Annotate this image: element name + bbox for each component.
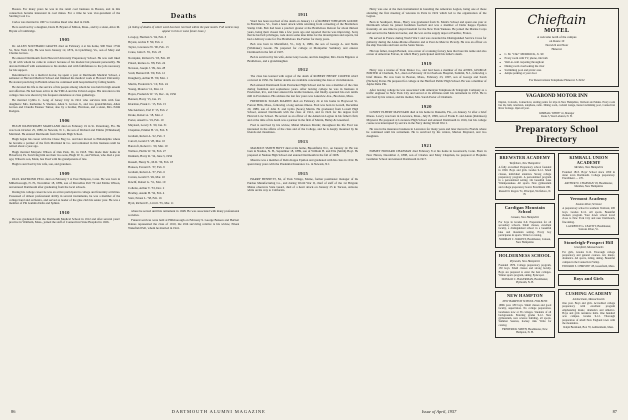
school-signature: Russell D. Rogers '31, Principal, Wolfeboro, N. H. xyxy=(498,190,552,197)
death-entry: Maynard, Lowry E. '20, Jan. 31 xyxy=(128,123,167,128)
death-entry: Pinard, Romeo G. '08, Feb. 24 xyxy=(128,60,166,65)
deaths-intro: (A listing of deaths of which word has been received within the past month. Full notices may appear in this or some future issue.) xyxy=(128,24,240,33)
ad-school[interactable] xyxy=(495,203,556,248)
divider xyxy=(495,147,620,150)
school-name: NEW HAMPTON xyxy=(506,292,543,298)
paragraph: He is survived by a daughter, Doris B. Bryant of Milton, Mass., and by a sister, Alice M. Bryant of Cambridge. xyxy=(9,24,121,33)
paragraph: Word has been received of the death on January 11 of ROBERT WHEATON GOODE, in Brattleboro, Vt., from a heart attack while returning from a meeting of the Brattleboro Stamp Club. Bob had been a precinct greeter at the Brattleboro Retreat for about thirteen years, being their closest link a few years ago and reported that he was improving. Sorry that he had left privileges, rode down some nine miles for the investigation and reports, but had a delivery route for five Brattleboro Re-Former for many years. xyxy=(247,18,359,42)
school-location: Saxtons River, Vermont xyxy=(575,203,602,207)
school-copy: For girls, Grades 9-12. Thorough college preparatory and general courses. Art, music, dramatics. All sports, riding, skiing. Beautiful campus in the Connecticut Valley. xyxy=(562,250,616,264)
death-entry: Martin, Frederick S. '10, Feb. 24 xyxy=(128,81,168,86)
death-entry: Daugherty, Arthur H. '09, Mar. 1 xyxy=(128,76,168,81)
paragraph: Maurice was a member of Delta Kappa Epsilon and graduated with his class in 1912. He spent many years with the Prudential Insurance Co. in Newark, N.J. xyxy=(247,158,359,166)
school-signature: LAURENCE G. LEAVITT, Headmaster, Saxtons River, Vt. xyxy=(566,224,612,232)
ad-school[interactable] xyxy=(558,238,619,272)
school-signature: ARTHUR W. CHAPMAN '18, Headmaster, Meriden, New Hampshire xyxy=(564,181,613,188)
ad-school[interactable] xyxy=(558,153,619,191)
paragraph: Bob is survived by his wife, Anna Gray Goode, and his daughter, Mrs. Doris Bigelow of Brattleboro, and a granddaughter. xyxy=(247,54,359,63)
death-entry: Hanson, Everett E. '37, Feb. 9 xyxy=(128,164,165,169)
school-name: BREWSTER ACADEMY xyxy=(499,154,551,160)
ad-school[interactable] xyxy=(558,194,619,234)
death-entry: Graham, Robert A. '22, Feb. 3 xyxy=(128,133,165,138)
death-entry: Graham, Robert A. '37, Feb. 6 xyxy=(128,170,165,175)
paragraph: His late father, Joseph Barnett, was owner of a tanning factory here that bore his name and also owner of American Falcon, in which Harry participated until his father's death. xyxy=(366,48,487,57)
paragraph: After leaving college he was associated with American Telephone & Telegraph Company as a traffic engineer in New York City and served at its affiliates until his retirement in 1953. He is survived by his widow, and his mother, Mrs. Sarah Porter of Chatham. xyxy=(366,87,487,99)
column-4 xyxy=(366,8,486,386)
ad-vagabond-motor-inn[interactable] xyxy=(495,91,620,121)
death-entry: Dunham, Harry R. '34, June 3, 1956 xyxy=(128,154,173,159)
paragraph: He was in the insurance business in Lawrence for many years and later moved to Florida where he continued until his retirement. He is survived by his widow, Marion Maynard, and two daughters. xyxy=(366,126,487,138)
school-signature: Ralph Buckland, Box 70, Ashburnham, Mass. xyxy=(563,326,614,330)
paragraph: HUGH WAINWRIGHT MARTLAND died on February 19 in St. Petersburg, Fla. He was born October 25, 1886, in Newark, N. J., the son of Richard and Emma (Whitehead) Martland. He entered Dartmouth from Newark High School. xyxy=(9,124,121,136)
death-entry: Taylor, Lawrence W. '00, Feb. 13 xyxy=(128,45,169,50)
motel-script-logo: Chieftain xyxy=(527,13,587,28)
death-entry: Hayes, Frederick W. '13, Dec. 14, 1956 xyxy=(128,91,177,96)
paragraph: Dr. ALLEN SOUTHARD GRAVES died on February 4 at his home, 900 West 175th St., New York City. He was born January 12, 1874, in Lynchburg, Va., son of Mary and Charles Graves. xyxy=(9,43,121,56)
year-heading: 1919 xyxy=(421,60,432,66)
motel-feature-list xyxy=(500,53,615,77)
school-name: Cardigan Mountain School xyxy=(504,204,545,215)
divider xyxy=(142,22,225,23)
death-entry: Starr, Ernest L. '58, Feb. 16 xyxy=(128,196,162,201)
death-entry: Scull, Bernard M. '09, Feb. 12 xyxy=(128,71,166,76)
paragraph: Born in Southport, Mass., Harry was graduated from St. Mark's School and spent one year at Dartmouth where he joined freshman football and was a member of Delta Kappa Epsilon fraternity. At one time he played baseball for the New York Yankees. He joined the Marine Corps and served in the Mexican border, and the war on the supply depot at Pauillac, France. xyxy=(366,19,487,35)
paragraph: where he served until his retirement in 1948. He was associated with many professional societies. xyxy=(128,209,240,218)
paragraph: FREDERICK SOARS MARTIN died on February 24 at his home in Haywood St., Forrest Hills, Mass., following a long serious illness. Fred was born in Lowell, December 20, 1889, son of John E. and Lydia (Soars) Martin. He graduated from Lowell High School, entered Dartmouth with the class of 1912, and in 1924 for his degree from Harvard Law School. He served as an officer of the American Legion in his father's firm, and at the time of his death was a partner in the firm of Martin, Bailey & Greenleaf. xyxy=(247,99,359,122)
paragraph: Bob entered Dartmouth from Pawtucket High School and he was a member of the class during freshman and sophomore years. After leaving college he was in business in Pawtucket, R.I., and later entered the textile business, and finally operated his own textile mill in Providence. His address the last few years was Lakeview Ave., Brockton, Mass. xyxy=(247,82,359,98)
school-name: Stoneleigh-Prospect Hill xyxy=(564,239,614,245)
ad-school[interactable] xyxy=(558,289,619,333)
list-item: ● Wall-to-wall carpeting throughout xyxy=(500,61,615,65)
paragraph: He was graduated from the Dartmouth Medical School in 1912 and after several years' practice in Waltham, Mass., joined the staff of Connecticut State Hospital in 1926. xyxy=(9,216,121,225)
death-entry: Bryant, Archie F. '99, Feb. 4 xyxy=(128,39,163,44)
ad-chieftain-motel[interactable] xyxy=(495,8,620,87)
page-footer xyxy=(0,394,628,420)
list-item: ● Ample parking at your door xyxy=(500,72,615,76)
year-heading: 1913 xyxy=(297,138,309,144)
ad-school[interactable] xyxy=(495,291,556,338)
column-1 xyxy=(9,8,120,386)
year-heading: 1920 xyxy=(421,103,432,109)
column-3 xyxy=(247,8,358,386)
motel-reservations: For Reservations Telephone Hanover 3-3222 xyxy=(528,78,585,83)
paragraph: He married Cyblla C. Long of Jersey City in 1912 who survives him with four daughters: Mrs. Katharine S. Shelton, Allen S. Graves Jr., and two grandchildren, Allen Graves and Claudia Eleanor Turner, also by a brother, Harrison, and a sister, Mrs. Edith Rodgers. xyxy=(9,97,121,114)
year-heading: 1910 xyxy=(59,209,70,215)
year-heading: 1906 xyxy=(59,117,70,123)
school-name: HOLDERNESS SCHOOL xyxy=(498,252,551,258)
year-heading: 1912 xyxy=(297,67,309,73)
column-5-advertisements xyxy=(495,8,620,386)
school-signature: EDWARD S. CHRISTIE '28, Greenfield, Mass. xyxy=(562,264,615,268)
school-copy: 168th year. 180 boys. Small classes and good faculty, supervision. No college preparation. Graduates now at 36 colleges. Students of all backgrounds. Entering grades 9-12. New gymnasium, new science building, all sports. Summer Session, hockey rink. Write for catalog. xyxy=(498,303,552,327)
school-signature: DONALD C. HAGERMAN, Headmaster, Plymouth, N. H. xyxy=(501,278,549,285)
school-location: Plymouth, New Hampshire xyxy=(509,259,540,263)
death-entry: Drake, Robert A. '18, Mar. 2 xyxy=(128,112,163,117)
divider xyxy=(152,207,215,208)
year-heading: 1911 xyxy=(297,12,308,17)
list-item: ● Dining room overlooking the river xyxy=(500,65,615,69)
paragraph: Hugh married Marjorie Wilson of Oak Park, Ill., in 1918. This made their home in Haverford, Pa. Surviving him are their two sons, Hugh W. Jr., and Wilson, who died a year ago; Wilson's son, Mark, has lived with his grandparents of late. xyxy=(9,149,121,161)
footer-page-number-right: 87 xyxy=(612,409,617,414)
vagabond-address: Route 5, West Lebanon, N. H. xyxy=(541,115,573,119)
vagabond-manager: KIMBALL WHITE '41, Manager xyxy=(539,112,575,116)
death-entry: Porter, Ansell G. '19, Feb. 10 xyxy=(128,118,164,122)
footer-page-number-left: 86 xyxy=(11,409,16,414)
death-entry: Curran, Gerald T. '49, Mar. 10 xyxy=(128,175,165,180)
death-entry: Carroll, Gerald T. '28, Mar. 10 xyxy=(128,138,166,143)
list-item: ● Every room with TV, phone, tile bath xyxy=(500,57,615,61)
school-name: KIMBALL UNION ACADEMY xyxy=(569,154,608,165)
death-entry: Bennett, Harry '15, Jan. 25 xyxy=(128,97,161,102)
paragraph: During his college career he was an active participant in college and fraternity activities. Possessed of almost professional ability in several instruments, he was a member of the college band and orchestra, and served as leader of the glee club his senior year. He was a member of Phi Gamma Delta and Sphinx. xyxy=(9,190,121,206)
paragraph: Harry was a trustee of York Manor Co., and had been a member of the ANSEL GEORGE PORTER of Chatham, N.J., died on February 10 in Overlook Hospital, Summit, N.J., following a brief illness. He was born in Boston, Mass., February 23, 1897, son of George and Sarah (Nichols) Porter. He prepared for college at the Hartford Public High School. He was a member of Alpha Delta Phi. xyxy=(366,67,487,87)
school-copy: A preparatory school in southern Vermont, 200 boys. Grades 9-12. All sports. Beautiful modern program. Your down school loved close to New York City and near Dartmouth, fine skiing. xyxy=(562,207,616,224)
paragraph: Carlos was married in 1907 to Caroline Read who died in 1949. xyxy=(12,19,90,24)
death-entry: Newson, Joseph J. '09, Jan. 28 xyxy=(128,65,166,70)
vagabond-title: VAGABOND MOTOR INN xyxy=(525,93,588,100)
school-copy: For boys in Grades 6-9. Preparation for all secondary schools. Small classes, excellent faculty, a distinguished school in a beautiful lake and mountain setting. Every boy participates in sports. Write for catalog. xyxy=(498,220,552,237)
paragraph: Bob was born in Marshfield, Vt., July 6, 1886, the son of George A. and Nettie (Whittaker) Goode. He prepared for college at Montpelier Seminary and entered Dartmouth in the fall of 1907. xyxy=(247,42,359,54)
ad-school[interactable] xyxy=(495,251,556,288)
death-entry: Bradley, Austin H. '56, Feb. 4 xyxy=(128,190,165,195)
paragraph: He entered Dartmouth from Howard University Preparatory School. He was well liked by all with whom he came in contact because of his modest but pleasant personality. He devoted himself with earnestness to his studies and with faithfulness to the jobs necessary for his support. xyxy=(9,56,121,72)
paragraph: Hugh began his career with the Chase Bag Co. and later moved to Philadelphia where he became a partner of the firm Martland & Co. and remained in this business until he retired about a year ago. xyxy=(9,136,121,149)
school-location: Wolfeboro, New Hampshire xyxy=(509,161,541,165)
school-name: Boys and Girls xyxy=(573,276,604,282)
deaths-heading: Deaths xyxy=(170,11,197,20)
footer-publication-title: DARTMOUTH ALUMNI MAGAZINE xyxy=(171,409,266,414)
paragraph: He devoted his life to the service of his people among whom he was held in high esteem and affection. He had been active in the YMCA and the Urban League. His devotion to his college class was shown by his frequent attendance at class gatherings. xyxy=(9,85,121,97)
column-2-deaths xyxy=(128,8,239,386)
motel-line-2: on Route 10 xyxy=(549,38,565,43)
death-entry: Nordquist, Richard S. '03, Feb. 28 xyxy=(128,55,170,60)
year-heading: 1905 xyxy=(59,37,70,43)
year-heading: 1915 xyxy=(297,170,309,176)
death-entry: Klarman, Frank C. '15, Feb. 15 xyxy=(128,102,167,107)
paragraph: EMMET HOWARD CHAPMAN died February 8 at his home in Greenwich, Conn. Born in New Haven, December 2, 1898, son of Charles and Mary Chapman, he prepared at Hopkins Grammar School and entered Dartmouth in 1917. xyxy=(366,149,487,161)
death-entry: Bancroft, Robert C. '29, Mar. 10 xyxy=(128,144,168,149)
motel-line-4: Hanover xyxy=(551,46,563,51)
footer-issue-date: Issue of April, 1957 xyxy=(421,409,457,414)
paragraph: Determined to be a medical doctor, he spent a year at Dartmouth Medical School, a semester at Harvard Medical School and finished his medical work at Howard University. He started practicing in Harlem where he continued until hospitalized by failing health. xyxy=(9,72,121,85)
vagabond-copy: Duplex, Colorado, Connecticut, starting points for trips in New Hampshire, Vermont and Maine. Every room has tile bath, television, telephone, radio. Dining room, cocktail lounge, heated swimming pool, Connecticut River frontage. Open all year. xyxy=(498,100,616,111)
death-entry: Byrd, Richard E., Litt.D. '55, Mar. 11 xyxy=(128,201,174,206)
death-entry: Crane, John E. '01, Feb. 23 xyxy=(128,50,162,55)
paragraph: MAURICE SMITH HOYT died at his home, Bloomfield, N.J., on January 12. He was born in Nashua, N. H., September 18, 1889, son of William H. and Ella (Smith) Hoyt. He prepared at Nashua High School and entered Dartmouth in the fall of 1908. xyxy=(247,145,359,157)
paragraph: The class has learned with regret of the death of ROBERT HENRY COOPER which occurred in 1956. No further details are available concerning the date or circumstances. xyxy=(247,73,359,82)
school-copy: A fully accredited Preparatory school founded in 1820. Boys and girls. Grades 9-12. Small classes, individual attention. Strong college preparatory program. A personalized program in a personalized setting. On beautiful Lake Winnipesaukee. All sports. New gymnasium and college preparatory board. Enrollment 180. xyxy=(498,166,552,189)
motel-word: MOTEL xyxy=(544,27,570,34)
year-heading: 1921 xyxy=(421,142,432,148)
school-copy: Founded 1813. Boys' School since 1950 in sister town Dartmouth. College preparatory. Enrollment — 170. xyxy=(562,170,616,181)
death-entry: Chapman, Emmet H. '21, Feb. 8 xyxy=(128,128,168,133)
paragraph: PAUL RAYMOND PELL died on February 5 at East Hampton, Conn. He was born in Millerborough, N. H., November 18, 1889, son of Marcellus Pell '70 and Emma Wilson, and entered Dartmouth after graduating from the local schools. xyxy=(9,177,121,189)
paragraph: Fred is survived by his widow, Mabel Marston Martin; throughout his life Fred was interested in the affairs of the class and of the College, and he is deeply mourned by his friends and classmates. xyxy=(247,122,359,135)
death-entry: MacAndrews, Earl P. '15, Feb. 2 xyxy=(128,107,168,112)
school-signature: FREDERICK SMITH, Headmaster, New Hampton, N. H. xyxy=(502,327,548,335)
paragraph: Hugh is survived by his wife, son, and grandson. xyxy=(12,162,72,167)
paragraph: Harry was one of the men instrumental in founding the American Legion, being one of those attending the first meeting of veterans in Paris in 1919 which led to the organization of the Legion. xyxy=(366,8,487,19)
paragraph: Boston. For many years he was in the retail coal business in Boston, and in this connection became interested in coal mines. For a time he was vice-president of the Sterling Coal Co. xyxy=(9,8,121,19)
school-ads-grid xyxy=(495,153,620,341)
motel-line-1: A welcome north of the campus xyxy=(537,34,577,39)
prep-school-directory-heading: Preparatory School Directory xyxy=(515,124,599,145)
motel-line-3: Norwich and Near xyxy=(545,42,569,47)
ad-school[interactable] xyxy=(495,153,556,200)
list-item: ● C. M. "Chic" MURDOCK, Jr. '49 xyxy=(500,53,615,57)
school-location: Meriden, New Hampshire xyxy=(574,166,604,170)
death-entry: Collette, Arthur T. '53, Dec. 2 xyxy=(128,185,165,190)
school-copy: One year. Boys and girls. Accredited college preparatory with excellent program emphasizing music, dramatics and athletics. Boys and girls residence halls. One hundred acre campus. Grades 9-12. Thorough preparation of small New England town with the mountains. xyxy=(562,302,616,325)
death-entry: Young, Maurice '12, Mar. 12 xyxy=(128,86,164,91)
school-location: Canaan, New Hampshire xyxy=(510,216,540,220)
paragraph: Funeral services were held at Hillsborough on February 9. George Benson and Herbert Raines represented the class of 1910, the 45th surviving relative is his widow, Eileen Wakefield Pell, whom he married in 1941. xyxy=(128,218,240,230)
school-ads-left-column xyxy=(495,153,556,341)
school-ads-right-column xyxy=(558,153,619,341)
death-entry: Wallace, Hollis W. '32, Feb. 27 xyxy=(128,149,166,154)
school-location: NEW HAMPTON SCHOOL FOR BOYS xyxy=(502,299,548,303)
school-location: Ashburnham, Massachusetts xyxy=(572,297,605,301)
school-signature: NORMAN C. WAKELY, Headmaster, Canaan, New Hampshire xyxy=(499,238,551,245)
death-entry: Rawlif, Robert G. '51, Mar. 10 xyxy=(128,180,166,185)
paragraph: HARRY BENNETT, 84, of York Village, Maine, former postmaster manager of the Purdue Manufacturing Co., and during World War II, chief of staff of the 1st Brigade, Maine observers State Guard, died of a heart attack on January 25 in Tucson, Arizona, while on his way to California. xyxy=(247,177,359,193)
death-entry: Lovejoy, Herman S. '94, Feb. 3 xyxy=(128,34,167,39)
death-entry: Russell, Henry N., M.D. '36, Feb. 18 xyxy=(128,159,173,164)
list-item: ● Swimming pool and picnic area xyxy=(500,69,615,73)
school-location: Greenfield, Massachusetts xyxy=(573,246,604,250)
year-heading: 1909 xyxy=(59,170,70,176)
school-copy: Founded 1879. College preparatory program, 130 boys. Small classes and strong faculty. Boys are prepared to enter the best colleges. Winter sports program, skiing. Episcopal. xyxy=(498,263,552,277)
paragraph: LOWRY ELBERT MAYNARD died at his home in Dunedin, Fla., on January 31 after a brief illness. Lowry was born in Lawrence, Mass., July 8, 1899, son of Frank E. and Annie (Robinson) Maynard. He prepared at Lawrence High School and entered Dartmouth in 1916, but his college course was interrupted by service in the Navy during World War I. xyxy=(366,110,487,126)
ad-school-boys-and-girls-header xyxy=(558,274,619,286)
paragraph: He served in France during World War I and was awarded the Distinguished Service Cross for gallantry during the Aisne-Marne offensive and at Pont de Metz in Picardy. He was an officer on the ship Tuscania and later on the Santa Teresa. xyxy=(366,35,487,48)
school-name: CUSHING ACADEMY xyxy=(565,290,612,296)
school-name: Vermont Academy xyxy=(570,196,608,202)
